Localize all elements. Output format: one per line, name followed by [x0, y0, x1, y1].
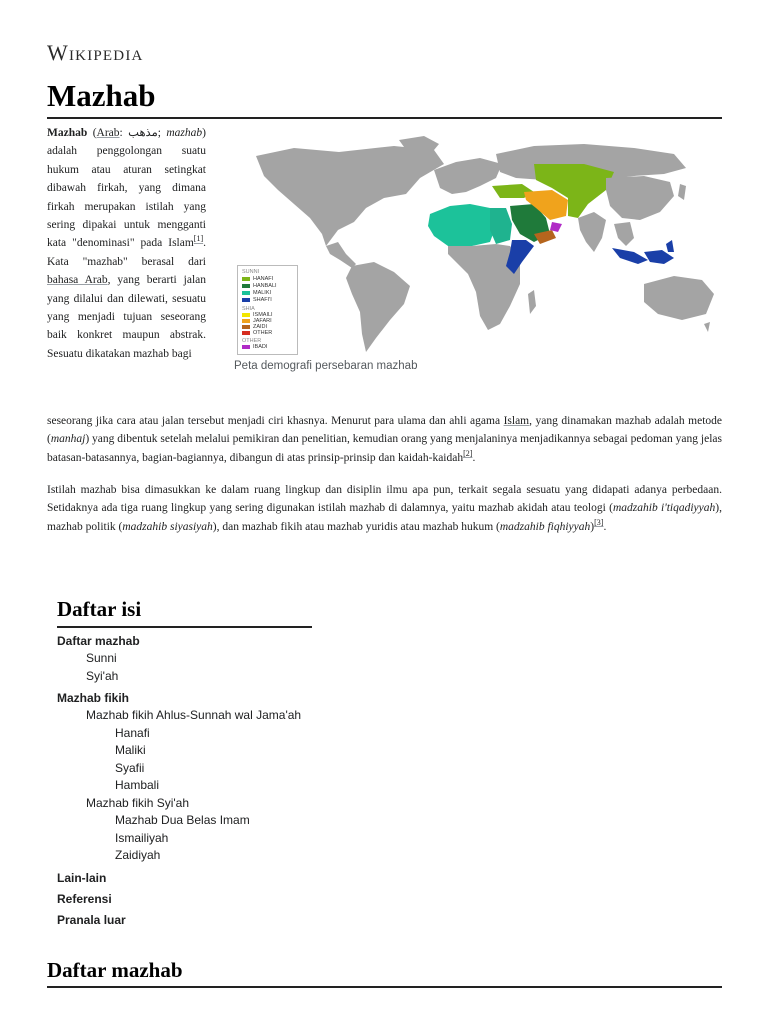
- ref-1[interactable]: [1]: [193, 234, 204, 244]
- toc-item-lain-lain[interactable]: Lain-lain: [57, 870, 107, 885]
- toc-item-ismailiyah[interactable]: Ismailiyah: [115, 830, 169, 845]
- legend-item-maliki: MALIKI: [242, 290, 271, 296]
- translit-term: mazhab: [166, 127, 203, 139]
- toc-item-syafii[interactable]: Syafii: [115, 760, 145, 775]
- title-divider: [47, 117, 722, 119]
- legend-item-hanbali: HANBALI: [242, 283, 277, 289]
- wikipedia-wordmark[interactable]: Wikipedia: [47, 40, 144, 65]
- legend-item-ibadi: IBADI: [242, 344, 267, 350]
- page-title: Mazhab: [47, 78, 156, 113]
- link-bahasa-arab[interactable]: bahasa Arab: [47, 274, 108, 287]
- para-text: .: [603, 520, 607, 533]
- para-text: ) yang dibentuk setelah melalui pemikiran dan penelitian, kemudian orang yang menjalaninya menjadikannya sebagai pedoman yang jelas batasan-batasannya, bagian-bagiannya, dibangun di atas prinsip-prinsip dan kaidah-kaidah: [47, 433, 722, 464]
- legend-header-shia: SHIA: [242, 306, 255, 312]
- toc-item-ahlus-sunnah[interactable]: Mazhab fikih Ahlus-Sunnah wal Jama'ah: [86, 708, 302, 722]
- figure-caption: Peta demografi persebaran mazhab: [234, 360, 418, 372]
- toc-item-sunni[interactable]: Sunni: [86, 651, 117, 665]
- link-islam[interactable]: Islam: [503, 415, 530, 427]
- legend-item-hanafi: HANAFI: [242, 276, 273, 282]
- toc-title: Daftar isi: [57, 597, 142, 621]
- world-map-figure[interactable]: [234, 134, 720, 356]
- toc-item-fikih-syiah[interactable]: Mazhab fikih Syi'ah: [86, 795, 190, 810]
- toc-item-hanafi[interactable]: Hanafi: [115, 725, 150, 740]
- term-fikih: madzahib fiqhiyyah: [499, 520, 591, 533]
- section-divider: [47, 986, 722, 988]
- lead-term: Mazhab: [47, 127, 88, 139]
- legend-item-jafari: JAFARI: [242, 318, 272, 324]
- toc-divider: [57, 626, 312, 628]
- para-text: .: [472, 451, 476, 464]
- table-of-contents: [57, 632, 457, 929]
- legend-item-other: OTHER: [242, 330, 272, 336]
- toc-item-daftar-mazhab[interactable]: Daftar mazhab: [57, 634, 140, 648]
- section-heading-daftar-mazhab: Daftar mazhab: [47, 958, 183, 982]
- para-text: seseorang jika cara atau jalan tersebut menjadi ciri khasnya. Menurut para ulama dan ahli agama: [47, 415, 504, 427]
- legend-item-shafii: SHAFI'I: [242, 297, 272, 303]
- toc-item-maliki[interactable]: Maliki: [115, 743, 146, 757]
- toc-item-pranala-luar[interactable]: Pranala luar: [57, 912, 126, 927]
- toc-item-referensi[interactable]: Referensi: [57, 891, 112, 906]
- arabic-term: : مذهب;: [119, 127, 161, 139]
- world-map: [234, 134, 720, 356]
- para-text: ), mazhab politik (: [47, 502, 722, 533]
- ref-2[interactable]: [2]: [463, 448, 473, 458]
- toc-item-zaidiyah[interactable]: Zaidiyah: [115, 848, 161, 862]
- lead-text: . Kata "mazhab" berasal dari: [47, 237, 206, 268]
- toc-item-mazhab-fikih[interactable]: Mazhab fikih: [57, 691, 130, 705]
- term-politik: madzahib siyasiyah: [122, 520, 213, 533]
- ref-3[interactable]: [3]: [594, 517, 604, 527]
- legend-header-sunni: SUNNI: [242, 269, 260, 275]
- para-text: ): [590, 520, 595, 533]
- para-text: ), dan mazhab fikih atau mazhab yuridis atau mazhab hukum (: [212, 520, 500, 533]
- lead-continuation: [47, 412, 722, 467]
- para-text: , yang dinamakan mazhab adalah metode (: [47, 415, 722, 446]
- toc-item-dua-belas-imam[interactable]: Mazhab Dua Belas Imam: [115, 813, 250, 827]
- lead-paragraph: [47, 124, 206, 363]
- link-arab[interactable]: Arab: [96, 127, 120, 139]
- legend-item-zaidi: ZAIDI: [242, 324, 267, 330]
- map-legend: [237, 265, 298, 355]
- para-text: Istilah mazhab bisa dimasukkan ke dalam ruang lingkup dan disiplin ilmu apa pun, terkait segala sesuatu yang didapati adanya perbedaan. Setidaknya ada tiga ruang lingkup yang sering digunakan istilah mazhab di dalamnya, yaitu mazhab akidah atau teologi (: [47, 484, 722, 515]
- lead-text: , yang berarti jalan yang dilalui dan dilewati, sesuatu yang menjadi tujuan seseorang baik konkret maupun abstrak. Sesuatu dikatakan mazhab bagi: [47, 274, 206, 360]
- toc-item-hambali[interactable]: Hambali: [115, 778, 160, 792]
- term-akidah: madzahib i'tiqadiyyah: [612, 502, 716, 515]
- legend-header-other: OTHER: [242, 338, 262, 344]
- legend-item-ismaili: ISMAILI: [242, 312, 273, 318]
- lead-text: (: [87, 127, 97, 139]
- toc-item-syiah[interactable]: Syi'ah: [86, 668, 119, 683]
- manhaj-term: manhaj: [50, 433, 86, 446]
- lead-text: ) adalah penggolongan suatu hukum atau aturan setingkat dibawah firkah, yang dimana firkah merupakan istilah yang sering dipakai untuk mengganti kata "denominasi" pada Islam: [47, 127, 206, 250]
- paragraph-2: [47, 481, 722, 536]
